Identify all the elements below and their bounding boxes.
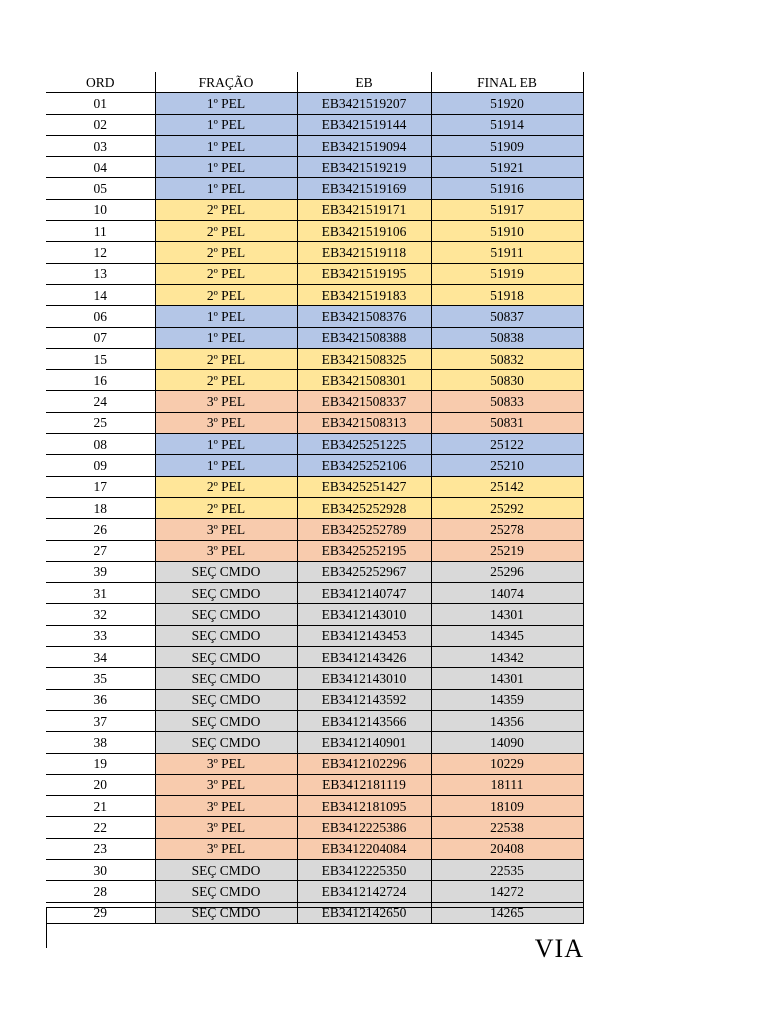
cell-eb: EB3421519118 (297, 242, 431, 263)
cell-ord: 02 (46, 114, 155, 135)
cell-eb: EB3412102296 (297, 753, 431, 774)
table-row (46, 859, 583, 880)
cell-final-eb: 14074 (431, 583, 583, 604)
cell-ord: 31 (46, 583, 155, 604)
cell-final-eb: 14265 (431, 902, 583, 923)
cell-ord: 25 (46, 412, 155, 433)
table-row (46, 476, 583, 497)
table-row (46, 455, 583, 476)
cell-fracao: 2º PEL (155, 263, 297, 284)
cell-fracao: SEÇ CMDO (155, 859, 297, 880)
table-row (46, 881, 583, 902)
cell-fracao: 1º PEL (155, 93, 297, 114)
cell-eb: EB3412225350 (297, 859, 431, 880)
cell-eb: EB3421508325 (297, 348, 431, 369)
cell-final-eb: 14090 (431, 732, 583, 753)
cell-ord: 21 (46, 796, 155, 817)
table-row (46, 668, 583, 689)
table-row (46, 157, 583, 178)
cell-final-eb: 14345 (431, 625, 583, 646)
cell-fracao: 3º PEL (155, 519, 297, 540)
table-row (46, 796, 583, 817)
cell-fracao: 1º PEL (155, 135, 297, 156)
cell-ord: 24 (46, 391, 155, 412)
table-row (46, 519, 583, 540)
table-row (46, 583, 583, 604)
cell-ord: 15 (46, 348, 155, 369)
cell-fracao: SEÇ CMDO (155, 881, 297, 902)
cell-fracao: 1º PEL (155, 306, 297, 327)
cell-ord: 34 (46, 647, 155, 668)
cell-ord: 38 (46, 732, 155, 753)
cell-fracao: 2º PEL (155, 348, 297, 369)
cell-final-eb: 50838 (431, 327, 583, 348)
cell-fracao: 3º PEL (155, 540, 297, 561)
cell-eb: EB3421519094 (297, 135, 431, 156)
cell-final-eb: 50833 (431, 391, 583, 412)
cell-final-eb: 22535 (431, 859, 583, 880)
cell-fracao: 2º PEL (155, 284, 297, 305)
table-row (46, 221, 583, 242)
cell-fracao: SEÇ CMDO (155, 625, 297, 646)
cell-eb: EB3425252195 (297, 540, 431, 561)
cell-eb: EB3425252789 (297, 519, 431, 540)
cell-fracao: 2º PEL (155, 199, 297, 220)
table-row (46, 242, 583, 263)
cell-ord: 37 (46, 710, 155, 731)
cell-eb: EB3421508301 (297, 370, 431, 391)
cell-final-eb: 51919 (431, 263, 583, 284)
cell-eb: EB3421508337 (297, 391, 431, 412)
cell-final-eb: 25122 (431, 434, 583, 455)
cell-fracao: 2º PEL (155, 370, 297, 391)
cell-fracao: 3º PEL (155, 817, 297, 838)
table-row (46, 306, 583, 327)
cell-final-eb: 22538 (431, 817, 583, 838)
table-row (46, 199, 583, 220)
header-final-eb: FINAL EB (431, 72, 583, 93)
table-row (46, 497, 583, 518)
table-row (46, 647, 583, 668)
cell-eb: EB3412204084 (297, 838, 431, 859)
table-row (46, 412, 583, 433)
cell-fracao: 1º PEL (155, 178, 297, 199)
cell-final-eb: 50830 (431, 370, 583, 391)
cell-ord: 11 (46, 221, 155, 242)
cell-fracao: 1º PEL (155, 327, 297, 348)
cell-eb: EB3412142724 (297, 881, 431, 902)
cell-final-eb: 10229 (431, 753, 583, 774)
cell-eb: EB3412143426 (297, 647, 431, 668)
cell-fracao: 1º PEL (155, 157, 297, 178)
cell-eb: EB3421519169 (297, 178, 431, 199)
table-row (46, 710, 583, 731)
cell-ord: 03 (46, 135, 155, 156)
cell-ord: 04 (46, 157, 155, 178)
cell-eb: EB3421519144 (297, 114, 431, 135)
table-body (46, 93, 583, 924)
cell-final-eb: 25142 (431, 476, 583, 497)
vehicle-table (46, 72, 584, 924)
cell-fracao: SEÇ CMDO (155, 902, 297, 923)
cell-ord: 28 (46, 881, 155, 902)
cell-eb: EB3412181095 (297, 796, 431, 817)
cell-eb: EB3421508376 (297, 306, 431, 327)
cell-final-eb: 51909 (431, 135, 583, 156)
cell-eb: EB3412143566 (297, 710, 431, 731)
cell-final-eb: 14359 (431, 689, 583, 710)
table-row (46, 178, 583, 199)
cell-eb: EB3421519207 (297, 93, 431, 114)
table-row (46, 604, 583, 625)
cell-final-eb: 51917 (431, 199, 583, 220)
cell-fracao: SEÇ CMDO (155, 732, 297, 753)
table-row (46, 753, 583, 774)
cell-fracao: 3º PEL (155, 796, 297, 817)
table-row (46, 348, 583, 369)
table-header (46, 72, 583, 93)
table-row (46, 284, 583, 305)
cell-eb: EB3425251225 (297, 434, 431, 455)
cell-final-eb: 18109 (431, 796, 583, 817)
header-eb: EB (297, 72, 431, 93)
cell-fracao: 1º PEL (155, 455, 297, 476)
footer-text: VIA (534, 934, 584, 963)
header-fracao: FRAÇÃO (155, 72, 297, 93)
table-row (46, 391, 583, 412)
cell-ord: 27 (46, 540, 155, 561)
cell-fracao: 3º PEL (155, 412, 297, 433)
cell-final-eb: 51918 (431, 284, 583, 305)
cell-fracao: 1º PEL (155, 434, 297, 455)
cell-fracao: 3º PEL (155, 753, 297, 774)
cell-final-eb: 18111 (431, 774, 583, 795)
cell-ord: 14 (46, 284, 155, 305)
table-row (46, 838, 583, 859)
table-row (46, 774, 583, 795)
cell-eb: EB3412140901 (297, 732, 431, 753)
cell-final-eb: 51911 (431, 242, 583, 263)
cell-ord: 19 (46, 753, 155, 774)
cell-ord: 29 (46, 902, 155, 923)
cell-eb: EB3412142650 (297, 902, 431, 923)
cell-final-eb: 20408 (431, 838, 583, 859)
cell-ord: 17 (46, 476, 155, 497)
cell-ord: 22 (46, 817, 155, 838)
cell-fracao: 2º PEL (155, 221, 297, 242)
footer-frame (46, 907, 584, 963)
cell-ord: 23 (46, 838, 155, 859)
cell-eb: EB3421508313 (297, 412, 431, 433)
cell-final-eb: 14272 (431, 881, 583, 902)
cell-final-eb: 50832 (431, 348, 583, 369)
table-row (46, 370, 583, 391)
cell-final-eb: 25278 (431, 519, 583, 540)
cell-final-eb: 51920 (431, 93, 583, 114)
cell-eb: EB3425252928 (297, 497, 431, 518)
cell-fracao: 2º PEL (155, 497, 297, 518)
cell-fracao: SEÇ CMDO (155, 647, 297, 668)
cell-ord: 39 (46, 561, 155, 582)
cell-final-eb: 14342 (431, 647, 583, 668)
cell-eb: EB3421508388 (297, 327, 431, 348)
cell-fracao: SEÇ CMDO (155, 604, 297, 625)
table-row (46, 817, 583, 838)
cell-ord: 26 (46, 519, 155, 540)
cell-eb: EB3412143010 (297, 668, 431, 689)
cell-ord: 32 (46, 604, 155, 625)
cell-eb: EB3421519219 (297, 157, 431, 178)
cell-ord: 16 (46, 370, 155, 391)
cell-eb: EB3425251427 (297, 476, 431, 497)
cell-fracao: 2º PEL (155, 242, 297, 263)
cell-ord: 12 (46, 242, 155, 263)
cell-final-eb: 25219 (431, 540, 583, 561)
cell-ord: 01 (46, 93, 155, 114)
cell-eb: EB3412143010 (297, 604, 431, 625)
cell-final-eb: 25210 (431, 455, 583, 476)
cell-ord: 18 (46, 497, 155, 518)
cell-ord: 08 (46, 434, 155, 455)
cell-final-eb: 51916 (431, 178, 583, 199)
cell-eb: EB3425252967 (297, 561, 431, 582)
cell-ord: 09 (46, 455, 155, 476)
cell-final-eb: 14301 (431, 604, 583, 625)
cell-eb: EB3421519106 (297, 221, 431, 242)
table-row (46, 732, 583, 753)
cell-ord: 06 (46, 306, 155, 327)
header-row (46, 72, 583, 93)
cell-ord: 05 (46, 178, 155, 199)
cell-final-eb: 50831 (431, 412, 583, 433)
cell-final-eb: 14356 (431, 710, 583, 731)
table-row (46, 434, 583, 455)
cell-ord: 07 (46, 327, 155, 348)
cell-fracao: SEÇ CMDO (155, 689, 297, 710)
cell-final-eb: 51914 (431, 114, 583, 135)
cell-ord: 33 (46, 625, 155, 646)
cell-eb: EB3412225386 (297, 817, 431, 838)
table-row (46, 689, 583, 710)
cell-eb: EB3412143453 (297, 625, 431, 646)
table-row (46, 263, 583, 284)
cell-eb: EB3412181119 (297, 774, 431, 795)
cell-ord: 30 (46, 859, 155, 880)
cell-final-eb: 51910 (431, 221, 583, 242)
cell-eb: EB3412140747 (297, 583, 431, 604)
table-row (46, 114, 583, 135)
cell-ord: 36 (46, 689, 155, 710)
cell-final-eb: 14301 (431, 668, 583, 689)
table-row (46, 135, 583, 156)
cell-eb: EB3421519171 (297, 199, 431, 220)
table-row (46, 540, 583, 561)
table-row (46, 561, 583, 582)
cell-final-eb: 25292 (431, 497, 583, 518)
cell-final-eb: 50837 (431, 306, 583, 327)
cell-fracao: 2º PEL (155, 476, 297, 497)
cell-eb: EB3412143592 (297, 689, 431, 710)
cell-fracao: 3º PEL (155, 838, 297, 859)
table-row (46, 93, 583, 114)
cell-eb: EB3421519195 (297, 263, 431, 284)
cell-final-eb: 51921 (431, 157, 583, 178)
table-row (46, 327, 583, 348)
cell-ord: 13 (46, 263, 155, 284)
cell-final-eb: 25296 (431, 561, 583, 582)
cell-fracao: 3º PEL (155, 774, 297, 795)
cell-eb: EB3425252106 (297, 455, 431, 476)
cell-ord: 20 (46, 774, 155, 795)
table-row (46, 625, 583, 646)
cell-ord: 10 (46, 199, 155, 220)
cell-fracao: SEÇ CMDO (155, 668, 297, 689)
cell-eb: EB3421519183 (297, 284, 431, 305)
cell-ord: 35 (46, 668, 155, 689)
cell-fracao: SEÇ CMDO (155, 583, 297, 604)
cell-fracao: SEÇ CMDO (155, 710, 297, 731)
cell-fracao: 1º PEL (155, 114, 297, 135)
header-ord: ORD (46, 72, 155, 93)
cell-fracao: SEÇ CMDO (155, 561, 297, 582)
cell-fracao: 3º PEL (155, 391, 297, 412)
